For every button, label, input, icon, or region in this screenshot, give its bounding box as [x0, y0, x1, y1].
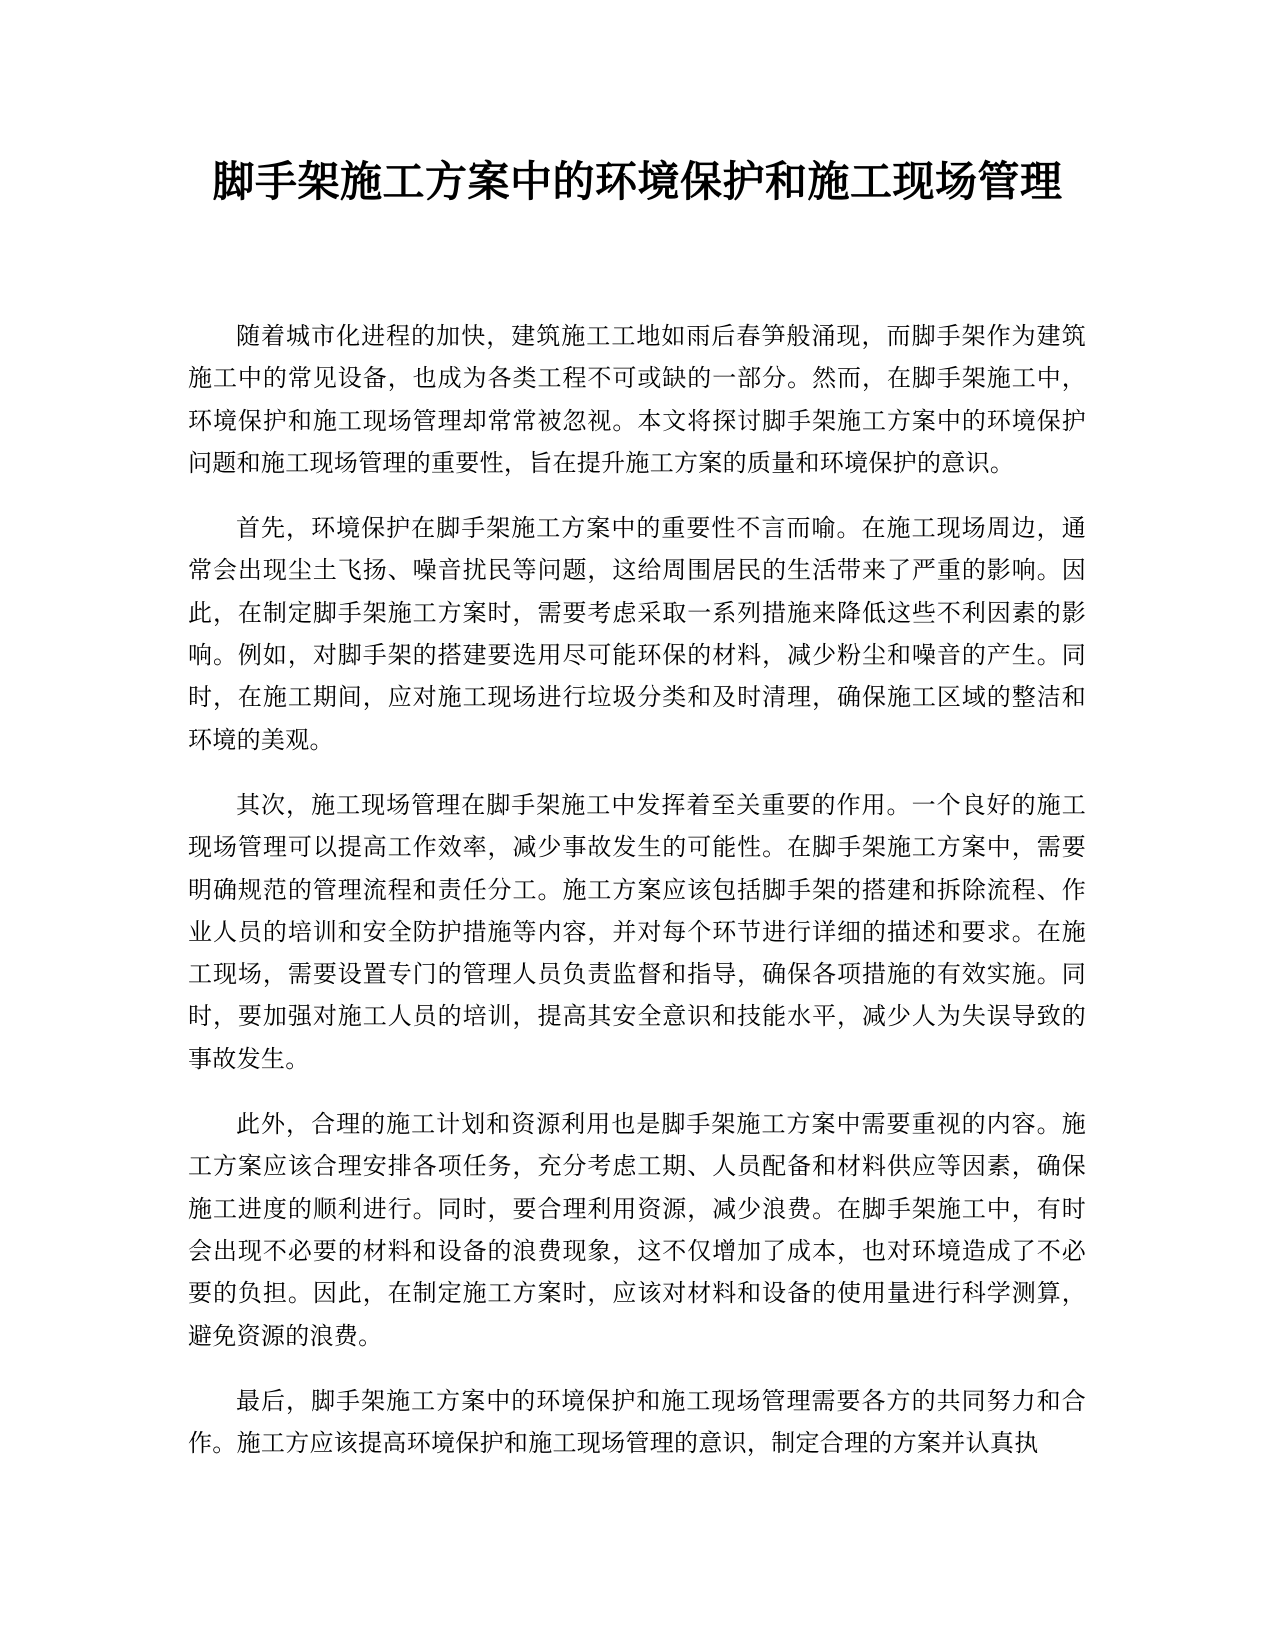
paragraph-environmental-protection: 首先，环境保护在脚手架施工方案中的重要性不言而喻。在施工现场周边，通常会出现尘土飞扬、噪音扰民等问题，这给周围居民的生活带来了严重的影响。因此，在制定脚手架施工方案时，需要考虑采取一系列措施来降低这些不利因素的影响。例如，对脚手架的搭建要选用尽可能环保的材料，减少粉尘和噪音的产生。同时，在施工期间，应对施工现场进行垃圾分类和及时清理，确保施工区域的整洁和环境的美观。: [188, 514, 1086, 754]
paragraph-intro: 随着城市化进程的加快，建筑施工工地如雨后春笋般涌现，而脚手架作为建筑施工中的常见设备，也成为各类工程不可或缺的一部分。然而，在脚手架施工中，环境保护和施工现场管理却常常被忽视。本文将探讨脚手架施工方案中的环境保护问题和施工现场管理的重要性，旨在提升施工方案的质量和环境保护的意识。: [188, 322, 1086, 477]
paragraph-planning-resources: 此外，合理的施工计划和资源利用也是脚手架施工方案中需要重视的内容。施工方案应该合理安排各项任务，充分考虑工期、人员配备和材料供应等因素，确保施工进度的顺利进行。同时，要合理利用资源，减少浪费。在脚手架施工中，有时会出现不必要的材料和设备的浪费现象，这不仅增加了成本，也对环境造成了不必要的负担。因此，在制定施工方案时，应该对材料和设备的使用量进行科学测算，避免资源的浪费。: [188, 1110, 1086, 1350]
document-title: 脚手架施工方案中的环境保护和施工现场管理: [212, 157, 1063, 206]
paragraph-site-management: 其次，施工现场管理在脚手架施工中发挥着至关重要的作用。一个良好的施工现场管理可以提高工作效率，减少事故发生的可能性。在脚手架施工方案中，需要明确规范的管理流程和责任分工。施工方案应该包括脚手架的搭建和拆除流程、作业人员的培训和安全防护措施等内容，并对每个环节进行详细的描述和要求。在施工现场，需要设置专门的管理人员负责监督和指导，确保各项措施的有效实施。同时，要加强对施工人员的培训，提高其安全意识和技能水平，减少人为失误导致的事故发生。: [188, 790, 1086, 1073]
paragraph-conclusion: 最后，脚手架施工方案中的环境保护和施工现场管理需要各方的共同努力和合作。施工方应该提高环境保护和施工现场管理的意识，制定合理的方案并认真执: [188, 1386, 1086, 1458]
document-body: [188, 315, 1086, 1487]
